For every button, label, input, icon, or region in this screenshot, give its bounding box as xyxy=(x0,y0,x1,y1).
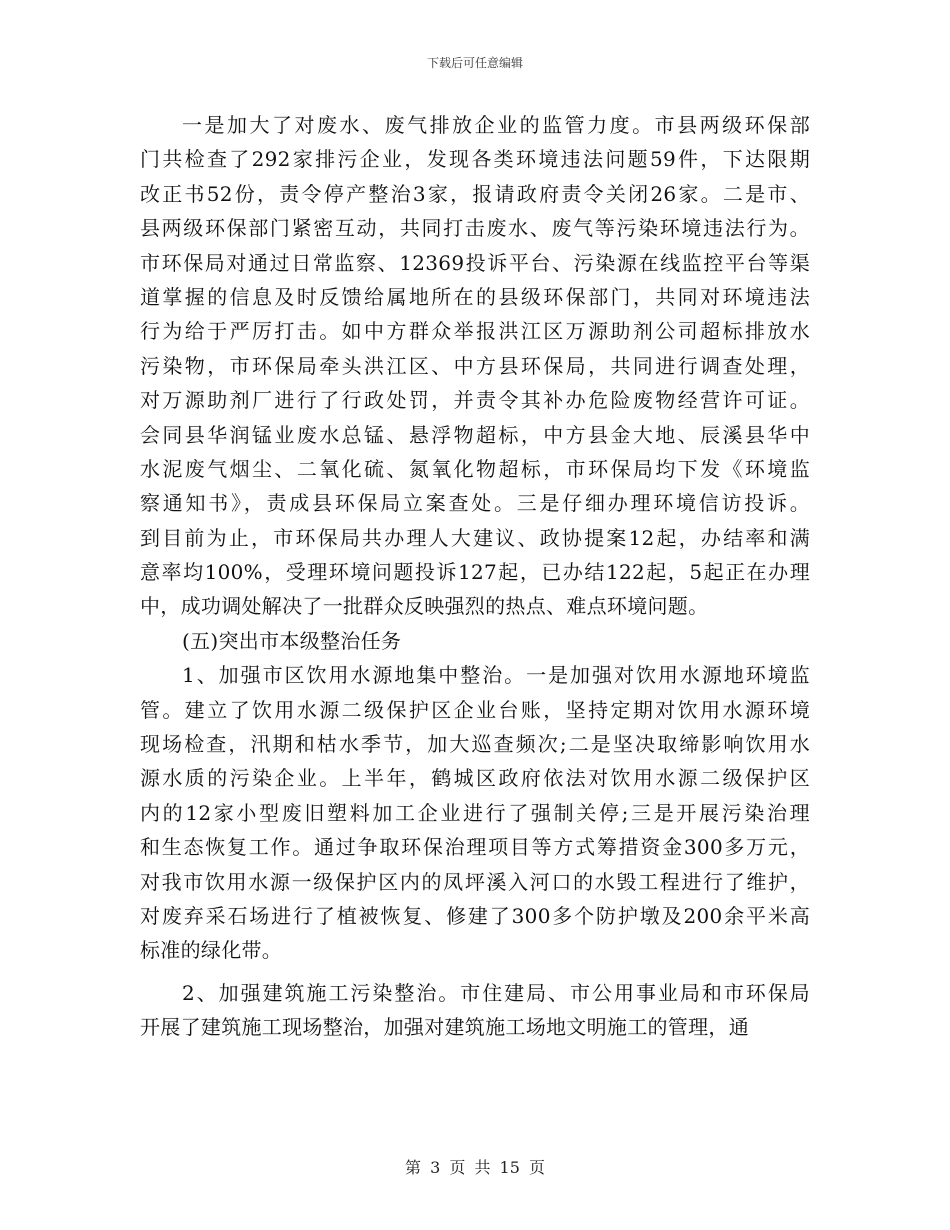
text-line: 到目前为止，市环保局共办理人大建议、政协提案12起，办结率和满 xyxy=(140,525,810,550)
text-line: 开展了建筑施工现场整治，加强对建筑施工场地文明施工的管理，通 xyxy=(140,1015,749,1040)
text-line: 标准的绿化带。 xyxy=(140,938,283,963)
paragraph xyxy=(140,624,810,658)
text-line: 道掌握的信息及时反馈给属地所在的县级环保部门，共同对环境违法 xyxy=(140,284,810,309)
text-line: 会同县华润锰业废水总锰、悬浮物超标，中方县金大地、辰溪县华中 xyxy=(140,422,810,447)
text-line: 污染物，市环保局牵头洪江区、中方县环保局，共同进行调查处理， xyxy=(140,353,810,378)
document-body xyxy=(140,108,810,1045)
text-line: 改正书52份，责令停产整治3家，报请政府责令关闭26家。二是市、 xyxy=(140,181,810,206)
text-line: 1、加强市区饮用水源地集中整治。一是加强对饮用水源地环境监 xyxy=(182,663,810,688)
page-number: 第 3 页 共 15 页 xyxy=(405,1158,545,1177)
text-line: 水泥废气烟尘、二氧化硫、氮氧化物超标，市环保局均下发《环境监 xyxy=(140,456,810,481)
text-line: 门共检查了292家排污企业，发现各类环境违法问题59件，下达限期 xyxy=(140,147,810,172)
text-line: 对万源助剂厂进行了行政处罚，并责令其补办危险废物经营许可证。 xyxy=(140,388,810,413)
paragraph xyxy=(140,108,810,624)
paragraph xyxy=(140,658,810,968)
text-line: 对废弃采石场进行了植被恢复、修建了300多个防护墩及200余平米高 xyxy=(140,903,810,928)
text-line: 察通知书》，责成县环保局立案查处。三是仔细办理环境信访投诉。 xyxy=(140,491,810,516)
paragraph-gap xyxy=(140,968,810,976)
text-line: 现场检查，汛期和枯水季节，加大巡查频次;二是坚决取缔影响饮用水 xyxy=(140,732,810,757)
text-line: 对我市饮用水源一级保护区内的凤坪溪入河口的水毁工程进行了维护， xyxy=(140,869,810,894)
page-header-note: 下载后可任意编辑 xyxy=(426,56,523,70)
paragraph xyxy=(140,976,810,1045)
text-line: 内的12家小型废旧塑料加工企业进行了强制关停;三是开展污染治理 xyxy=(140,800,810,825)
text-line: 源水质的污染企业。上半年，鹤城区政府依法对饮用水源二级保护区 xyxy=(140,766,810,791)
text-line: 行为给于严厉打击。如中方群众举报洪江区万源助剂公司超标排放水 xyxy=(140,319,810,344)
text-line: 管。建立了饮用水源二级保护区企业台账，坚持定期对饮用水源环境 xyxy=(140,697,810,722)
text-line: (五)突出市本级整治任务 xyxy=(182,628,402,653)
text-line: 意率均100%，受理环境问题投诉127起，已办结122起，5起正在办理 xyxy=(140,560,810,585)
text-line: 和生态恢复工作。通过争取环保治理项目等方式筹措资金300多万元， xyxy=(140,835,810,860)
text-line: 市环保局对通过日常监察、12369投诉平台、污染源在线监控平台等渠 xyxy=(140,250,810,275)
text-line: 中，成功调处解决了一批群众反映强烈的热点、难点环境问题。 xyxy=(140,594,709,619)
text-line: 一是加大了对废水、废气排放企业的监管力度。市县两级环保部 xyxy=(182,113,810,137)
text-line: 县两级环保部门紧密互动，共同打击废水、废气等污染环境违法行为。 xyxy=(140,216,810,241)
text-line: 2、加强建筑施工污染整治。市住建局、市公用事业局和市环保局 xyxy=(182,980,810,1005)
